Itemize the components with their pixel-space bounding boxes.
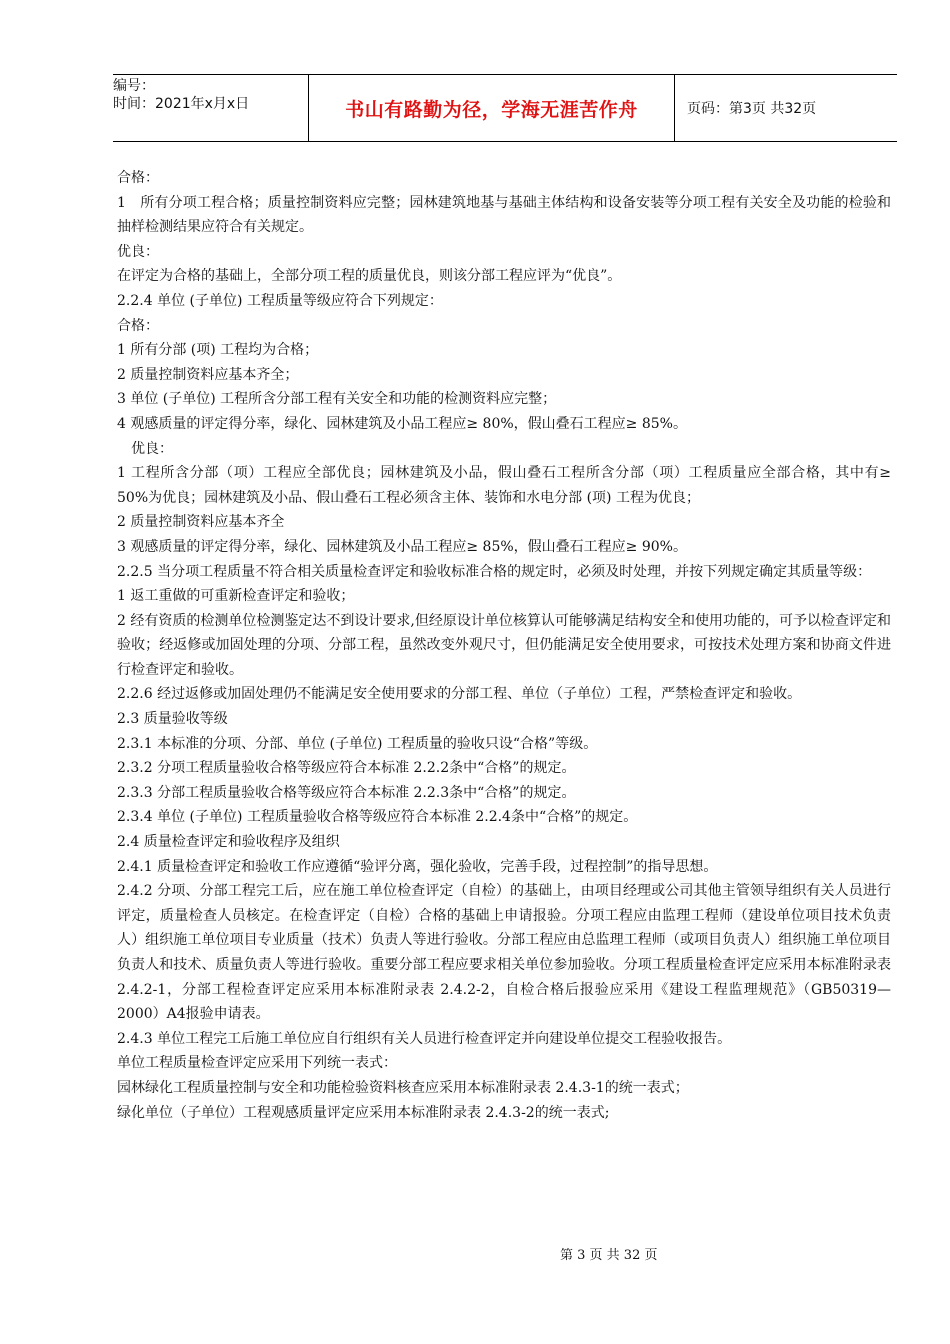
paragraph: 合格： [117, 317, 159, 334]
paragraph: 2.4.1 质量检查评定和验收工作应遵循“验评分离，强化验收，完善手段，过程控制”的指导思想。 [117, 858, 718, 875]
document-body [117, 166, 891, 1125]
paragraph: 优良： [117, 440, 173, 457]
paragraph: 2.3 质量验收等级 [117, 711, 228, 728]
paragraph: 2.3.4 单位 (子单位) 工程质量验收合格等级应符合本标准 2.2.4条中“合格”的规定。 [117, 809, 638, 826]
paragraph: 合格： [117, 170, 159, 186]
paragraph: 园林绿化工程质量控制与安全和功能检验资料核查应采用本标准附录表 2.4.3-1的统一表式； [117, 1079, 689, 1096]
paragraph: 1 所有分项工程合格；质量控制资料应完整；园林建筑地基与基础主体结构和设备安装等分项工程有关安全及功能的检验和抽样检测结果应符合有关规定。 [117, 194, 891, 236]
paragraph: 1 工程所含分部（项）工程应全部优良；园林建筑及小品，假山叠石工程所含分部（项）工程质量应全部合格，其中有≥ 50%为优良；园林建筑及小品、假山叠石工程必须含主体、装饰和水电分部 (项) 工程为优良； [117, 465, 891, 506]
paragraph: 3 单位 (子单位) 工程所含分部工程有关安全和功能的检测资料应完整； [117, 391, 557, 408]
paragraph: 2.3.2 分项工程质量验收合格等级应符合本标准 2.2.2条中“合格”的规定。 [117, 760, 576, 777]
paragraph: 1 所有分部 (项) 工程均为合格； [117, 342, 319, 359]
paragraph: 2.4 质量检查评定和验收程序及组织 [117, 834, 340, 851]
paragraph: 优良： [117, 243, 159, 260]
paragraph: 4 观感质量的评定得分率，绿化、园林建筑及小品工程应≥ 80%，假山叠石工程应≥ 85%。 [117, 415, 687, 432]
paragraph: 2 质量控制资料应基本齐全； [117, 366, 299, 383]
paragraph: 2.3.3 分部工程质量验收合格等级应符合本标准 2.2.3条中“合格”的规定。 [117, 784, 576, 801]
paragraph: 2 质量控制资料应基本齐全 [117, 514, 285, 531]
paragraph: 2.2.6 经过返修或加固处理仍不能满足安全使用要求的分部工程、单位（子单位）工程，严禁检查评定和验收。 [117, 686, 802, 703]
header-meta-cell [113, 75, 309, 141]
paragraph: 2.4.2 分项、分部工程完工后，应在施工单位检查评定（自检）的基础上，由项目经理或公司其他主管领导组织有关人员进行评定，质量检查人员核定。在检查评定（自检）合格的基础上申请报验。分项工程应由监理工程师（建设单位项目技术负责人）组织施工单位项目专业质量（技术）负责人等进行验收。分部工程应由总监理工程师（或项目负责人）组织施工单位项目负责人和技术、质量负责人等进行验收。重要分部工程应要求相关单位参加验收。分项工程质量检查评定应采用本标准附录表 2.4.2-1，分部工程检查评定应采用本标准附录表 2.4.2-2，自检合格后报验应采用《建设工程监理规范》（GB50319—2000）A4报验申请表。 [117, 883, 891, 1023]
time-label: 时间：2021年x月x日 [113, 96, 250, 112]
paragraph: 2.2.5 当分项工程质量不符合相关质量检查评定和验收标准合格的规定时，必须及时处理，并按下列规定确定其质量等级： [117, 563, 872, 580]
header-motto: 书山有路勤为径，学海无涯苦作舟 [309, 75, 675, 141]
paragraph: 2.2.4 单位 (子单位) 工程质量等级应符合下列规定： [117, 292, 443, 309]
paragraph: 绿化单位（子单位）工程观感质量评定应采用本标准附录表 2.4.3-2的统一表式; [117, 1104, 610, 1121]
paragraph: 在评定为合格的基础上，全部分项工程的质量优良，则该分部工程应评为“优良”。 [117, 268, 622, 285]
paragraph: 单位工程质量检查评定应采用下列统一表式： [117, 1055, 397, 1072]
paragraph: 2.4.3 单位工程完工后施工单位应自行组织有关人员进行检查评定并向建设单位提交工程验收报告。 [117, 1030, 732, 1047]
paragraph: 1 返工重做的可重新检查评定和验收； [117, 588, 355, 605]
header-page-info: 页码：第3页 共32页 [687, 101, 817, 117]
paragraph: 2 经有资质的检测单位检测鉴定达不到设计要求,但经原设计单位核算认可能够满足结构安全和使用功能的，可予以检查评定和验收；经返修或加固处理的分项、分部工程，虽然改变外观尺寸，但仍能满足安全使用要求，可按技术处理方案和协商文件进行检查评定和验收。 [117, 612, 891, 678]
serial-label: 编号： [113, 78, 155, 94]
page-footer: 第 3 页 共 32 页 [560, 1248, 658, 1263]
paragraph: 3 观感质量的评定得分率，绿化、园林建筑及小品工程应≥ 85%，假山叠石工程应≥ 90%。 [117, 538, 687, 555]
paragraph: 2.3.1 本标准的分项、分部、单位 (子单位) 工程质量的验收只设“合格”等级。 [117, 735, 598, 752]
page-header [113, 74, 897, 142]
